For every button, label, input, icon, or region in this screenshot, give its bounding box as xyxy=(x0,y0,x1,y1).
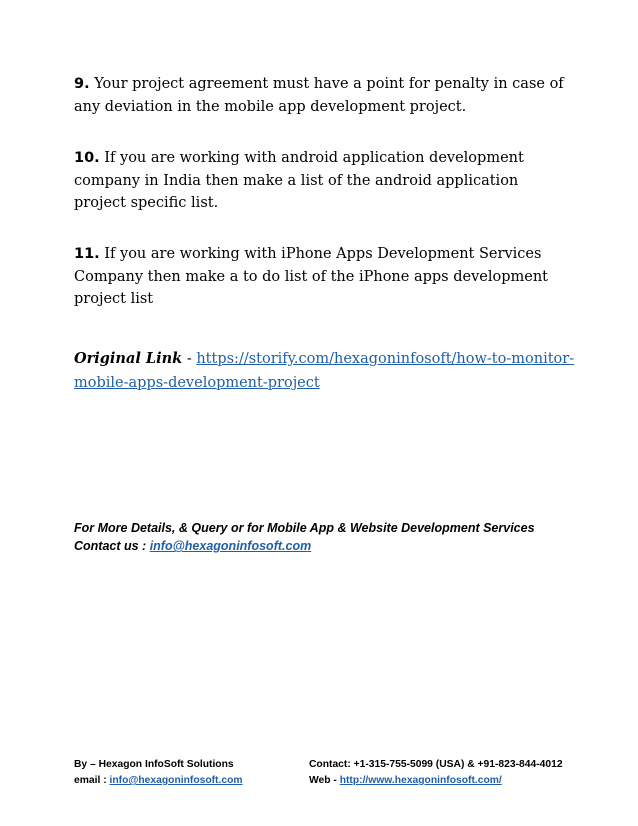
footer-row-2 xyxy=(74,773,594,789)
contact-details-line: For More Details, & Query or for Mobile App & Website Development Services xyxy=(74,521,535,535)
contact-us-label: Contact us : xyxy=(74,539,150,553)
list-item-9 xyxy=(74,73,574,118)
footer-row-1 xyxy=(74,757,594,773)
original-link-url[interactable]: https://storify.com/hexagoninfosoft/how-to-monitor-mobile-apps-development-project xyxy=(74,351,575,391)
footer-email-label: email : xyxy=(74,775,110,786)
original-link-label: Original Link xyxy=(74,350,183,367)
list-item-10 xyxy=(74,147,574,215)
footer-email-group xyxy=(74,773,243,789)
item-text: If you are working with android application development company in India then make a list of the android application project specific list. xyxy=(74,150,524,211)
list-item-11 xyxy=(74,243,574,311)
item-number: 10. xyxy=(74,150,100,166)
page-footer xyxy=(74,757,594,789)
footer-email-link[interactable]: info@hexagoninfosoft.com xyxy=(109,775,243,786)
item-number: 11. xyxy=(74,246,100,262)
original-link-paragraph xyxy=(74,347,579,395)
contact-us-line xyxy=(74,537,594,555)
footer-web-link[interactable]: http://www.hexagoninfosoft.com/ xyxy=(339,775,502,786)
contact-block xyxy=(74,519,594,555)
item-text: If you are working with iPhone Apps Development Services Company then make a to do list of the iPhone apps development project list xyxy=(74,246,548,307)
original-link-separator: - xyxy=(182,351,197,367)
contact-email-link[interactable]: info@hexagoninfosoft.com xyxy=(149,539,312,553)
footer-web-group xyxy=(309,773,502,789)
item-number: 9. xyxy=(74,76,90,92)
footer-phone: Contact: +1-315-755-5099 (USA) & +91-823-844-4012 xyxy=(309,759,563,770)
item-text: Your project agreement must have a point for penalty in case of any deviation in the mobile app development project. xyxy=(74,76,564,115)
footer-web-label: Web - xyxy=(309,775,340,786)
footer-company: By – Hexagon InfoSoft Solutions xyxy=(74,759,234,770)
